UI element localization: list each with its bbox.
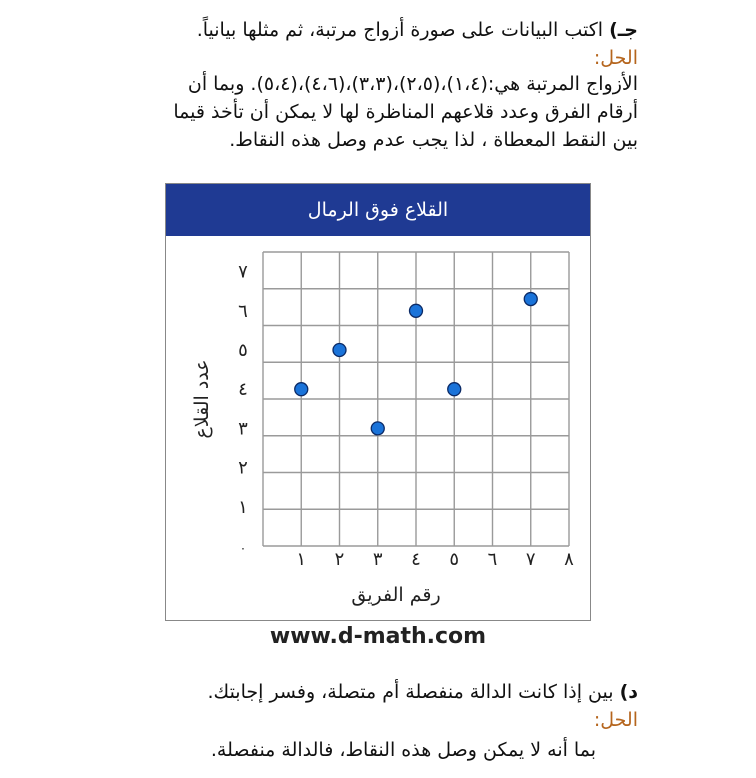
- x-tick-label: ١: [296, 549, 307, 570]
- y-tick-label: ٠: [239, 541, 247, 555]
- y-tick-label: ٣: [238, 418, 248, 440]
- data-point: [448, 383, 461, 396]
- part-d-solution-label: الحل:: [593, 709, 638, 731]
- y-tick-label: ١: [238, 496, 248, 518]
- y-tick-label: ٥: [238, 340, 248, 361]
- data-point: [371, 422, 384, 435]
- y-tick-label: ٢: [238, 457, 248, 479]
- scatter-chart: [165, 183, 591, 621]
- y-tick-label: ٤: [238, 379, 248, 401]
- y-tick-label: ٧: [238, 261, 248, 283]
- x-tick-label: ٥: [449, 549, 460, 570]
- part-c-answer-line-1: الأزواج المرتبة هي:(١،٤)،(٢،٥)،(٣،٣)،(٤،٦)،(٥،٤). وبما أن: [187, 73, 638, 95]
- part-c-answer-line-3: بين النقط المعطاة ، لذا يجب عدم وصل هذه النقاط.: [229, 129, 638, 151]
- part-c-solution-label: الحل:: [593, 47, 638, 69]
- part-c-question-line: [118, 18, 638, 42]
- y-axis-title: عدد القلاع: [191, 359, 213, 439]
- y-tick-label: ٦: [238, 300, 248, 322]
- part-d-question-line: [118, 680, 638, 704]
- part-d-answer: بما أنه لا يمكن وصل هذه النقاط، فالدالة منفصلة.: [210, 739, 596, 761]
- part-c-question: اكتب البيانات على صورة أزواج مرتبة، ثم مثلها بيانياً.: [196, 19, 604, 41]
- site-watermark: www.d-math.com: [269, 624, 487, 649]
- part-c-answer-line-2: أرقام الفرق وعدد قلاعهم المناظرة لها لا يمكن أن تأخذ قيما: [173, 101, 638, 123]
- x-tick-label: ٤: [411, 549, 421, 570]
- data-point: [524, 293, 537, 306]
- x-tick-label: ٧: [525, 549, 536, 570]
- chart-plot: [166, 184, 590, 620]
- part-c-label: جـ): [609, 19, 638, 41]
- data-point: [295, 383, 308, 396]
- x-tick-label: ٨: [564, 549, 574, 570]
- data-point: [333, 344, 346, 357]
- x-axis-title: رقم الفريق: [351, 584, 441, 606]
- part-d-label: د): [619, 681, 638, 703]
- part-d-question: بين إذا كانت الدالة منفصلة أم متصلة، وفسر إجابتك.: [207, 681, 614, 703]
- x-tick-label: ٣: [372, 549, 383, 570]
- x-tick-label: ٦: [487, 549, 498, 570]
- x-tick-label: ٢: [334, 549, 345, 570]
- data-point: [410, 304, 423, 317]
- chart-title: القلاع فوق الرمال: [166, 184, 590, 236]
